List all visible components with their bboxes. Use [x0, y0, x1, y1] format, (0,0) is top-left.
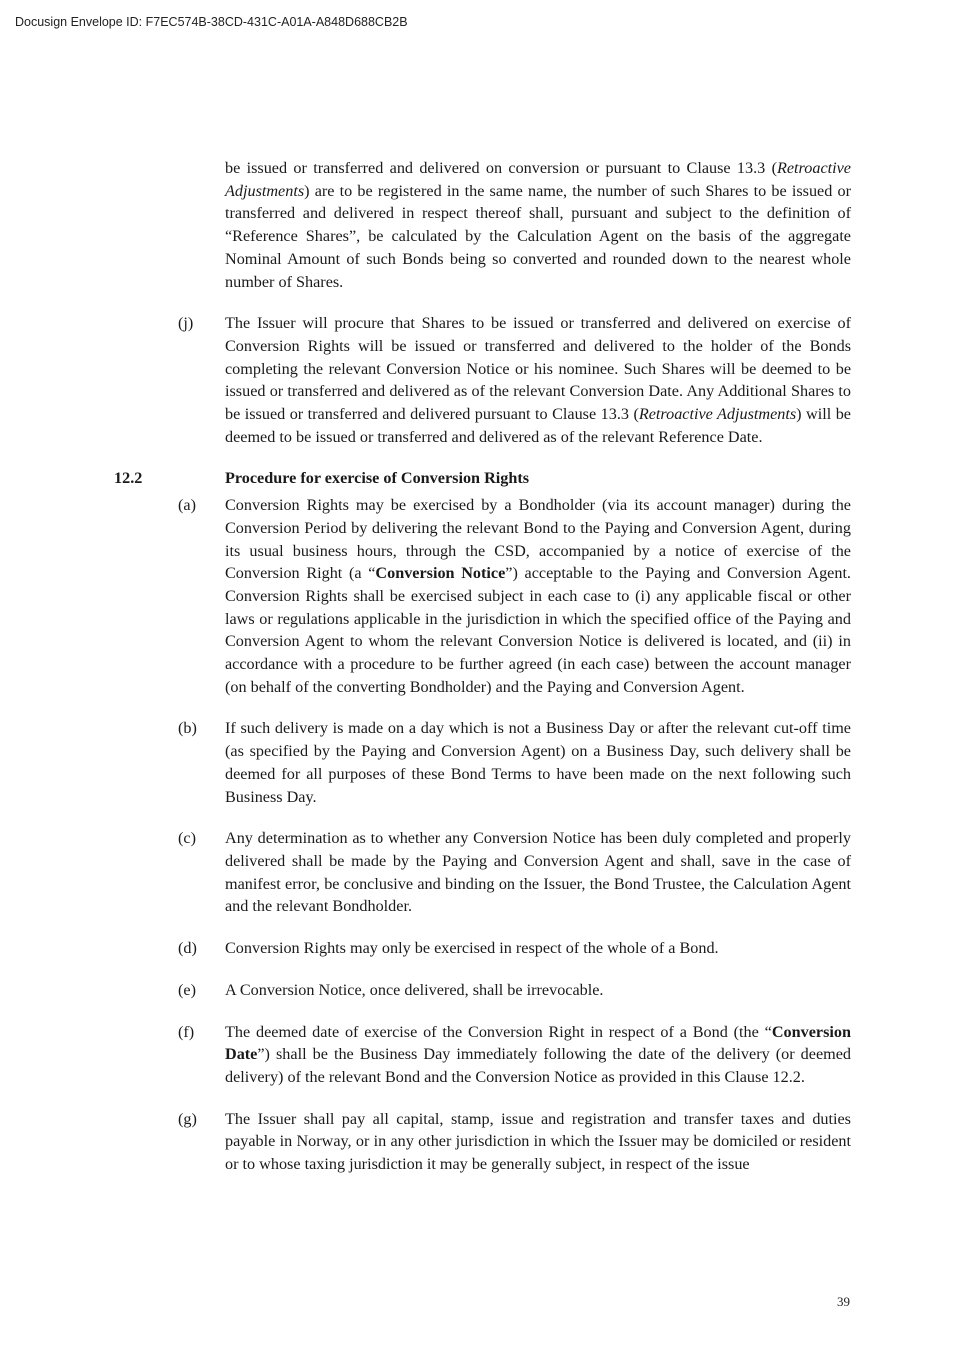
item-f-text [225, 1021, 851, 1089]
item-e-label: (e) [178, 980, 196, 999]
continuation-paragraph [225, 157, 851, 293]
item-a-bold: Conversion Notice [375, 564, 506, 583]
item-f-label: (f) [178, 1022, 195, 1041]
item-c [178, 827, 851, 918]
continuation-text-1: be issued or transferred and delivered on conversion or pursuant to Clause 13.3 ( [225, 159, 777, 177]
item-j-label: (j) [178, 314, 194, 333]
item-d-label: (d) [178, 939, 197, 958]
item-g-label: (g) [178, 1109, 197, 1128]
item-f-text-1: The deemed date of exercise of the Conversion Right in respect of a Bond (the “ [225, 1022, 772, 1041]
item-a-text-2: ”) acceptable to the Paying and Conversion Agent. Conversion Rights shall be exercised subject in each case to (i) any applicable fiscal or other laws or regulations applicable in the jurisdiction in which the specified office of the Paying and Conversion Agent to whom the relevant Conversion Notice is delivered is located, and (ii) in accordance with a procedure to be further agreed (in each case) between the account manager (on behalf of the converting Bondholder) and the Paying and Conversion Agent. [225, 564, 851, 696]
item-a-label: (a) [178, 496, 196, 515]
item-g [178, 1108, 851, 1176]
section-number: 12.2 [114, 469, 143, 488]
document-body [114, 157, 851, 1195]
item-a-text [225, 494, 851, 698]
item-c-label: (c) [178, 829, 196, 848]
item-b [178, 717, 851, 808]
envelope-id: Docusign Envelope ID: F7EC574B-38CD-431C-A01A-A848D688CB2B [15, 15, 408, 29]
item-f [178, 1021, 851, 1089]
section-heading [114, 467, 851, 490]
section-title: Procedure for exercise of Conversion Rights [225, 469, 530, 488]
continuation-text-2: ) are to be registered in the same name, the number of such Shares to be issued or transferred and delivered in respect thereof shall, pursuant and subject to the definition of “Reference Shares”, be calculated by the Calculation Agent on the basis of the aggregate Nominal Amount of such Bonds being so converted and rounded down to the nearest whole number of Shares. [225, 181, 851, 291]
item-a [178, 494, 851, 698]
item-g-text: The Issuer shall pay all capital, stamp, issue and registration and transfer taxes and duties payable in Norway, or in any other jurisdiction in which the Issuer may be domiciled or resident or to whose taxing jurisdiction it may be generally subject, in respect of the issue [225, 1109, 851, 1174]
item-d-text: Conversion Rights may only be exercised in respect of the whole of a Bond. [225, 939, 719, 958]
item-e [178, 979, 851, 1002]
item-j-text [225, 312, 851, 448]
item-f-text-2: ”) shall be the Business Day immediately following the date of the delivery (or deemed delivery) of the relevant Bond and the Conversion Notice as provided in this Clause 12.2. [225, 1045, 851, 1086]
item-c-text: Any determination as to whether any Conversion Notice has been duly completed and properly delivered shall be made by the Paying and Conversion Agent and shall, save in the case of manifest error, be conclusive and binding on the Issuer, the Bond Trustee, the Calculation Agent and the relevant Bondholder. [225, 829, 851, 916]
item-b-label: (b) [178, 719, 197, 738]
item-j-italic: Retroactive Adjustments [638, 405, 797, 424]
continuation-italic: Retroactive Adjustments [225, 159, 851, 200]
item-j [178, 312, 851, 448]
item-a-text-1: Conversion Rights may be exercised by a Bondholder (via its account manager) during the Conversion Period by delivering the relevant Bond to the Paying and Conversion Agent, during its usual business hours, through the CSD, accompanied by a notice of exercise of the Conversion Right (a “ [225, 496, 851, 583]
item-d [178, 937, 851, 960]
item-b-text: If such delivery is made on a day which is not a Business Day or after the relevant cut-off time (as specified by the Paying and Conversion Agent) on a Business Day, such delivery shall be deemed for all purposes of these Bond Terms to have been made on the next following such Business Day. [225, 719, 851, 806]
item-j-text-2: ) will be deemed to be issued or transferred and delivered as of the relevant Reference Date. [225, 405, 851, 446]
item-j-text-1: The Issuer will procure that Shares to be issued or transferred and delivered on exercise of Conversion Rights will be issued or transferred and delivered to the holder of the Bonds completing the relevant Conversion Notice or his nominee. Such Shares will be deemed to be issued or transferred and delivered as of the relevant Conversion Date. Any Additional Shares to be issued or transferred and delivered pursuant to Clause 13.3 ( [225, 314, 851, 424]
page-number: 39 [837, 1294, 850, 1309]
item-e-text: A Conversion Notice, once delivered, shall be irrevocable. [225, 980, 604, 999]
item-f-bold: Conversion Date [225, 1022, 851, 1064]
